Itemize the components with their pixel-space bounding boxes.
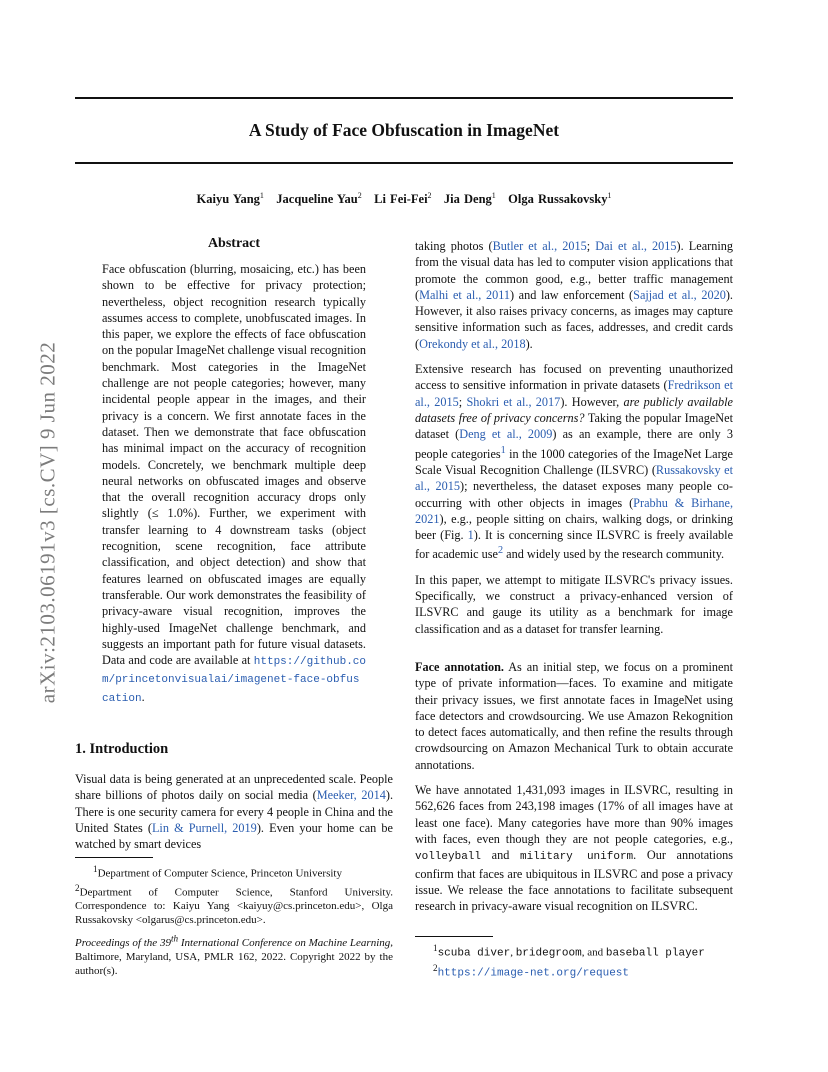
- text: and widely used by the research community.: [503, 547, 725, 562]
- footnote-affiliation-1: Department of Computer Science, Princeton University: [97, 867, 342, 880]
- text: ). Even your home can be watched by smart devices: [75, 820, 393, 852]
- abstract-end: .: [141, 689, 145, 704]
- text: taking photos (: [415, 239, 493, 253]
- footnote-affiliation-2: Department of Computer Science, Stanford University. Correspondence to: Kaiyu Yang <kaiyuy@cs.princeton.edu>, Olga Russakovsky <olgarus@cs.princeton.edu>.: [75, 886, 393, 927]
- text: ).: [525, 336, 533, 351]
- text: ). However,: [560, 394, 624, 409]
- text: ) and law enforcement (: [510, 287, 634, 302]
- abstract-text: Face obfuscation (blurring, mosaicing, etc.) has been shown to be effective for privacy protection; nevertheless, object recognition research typically assumes access to complete, unobfuscated images. In this paper, we explore the effects of face obfuscation on the popular ImageNet challenge visual recognition benchmark. Most categories in the ImageNet challenge are not people categories; however, many incidental people appear in the images, and their privacy is a concern. We first annotate faces in the dataset. Then we demonstrate that face obfuscation has minimal impact on the accuracy of recognition models. Concretely, we benchmark multiple deep neural networks on obfuscated images and observe that the overall recognition accuracy drops only slightly (≤ 1.0%). Further, we experiment with transfer learning to 4 downstream tasks (object recognition, scene recognition, face attribute classification, and object detection) and show that features learned on obfuscated images are equally transferable. Our work demonstrates the feasibility of privacy-aware visual recognition, improves the highly-used ImageNet challenge benchmark, and suggests an important path for future visual datasets. Data and code are available at: [102, 262, 366, 668]
- text: ). However, it also raises privacy concerns, as images may capture sensitive information such as faces, addresses, and credit cards (: [415, 287, 733, 351]
- title-bottom-rule: [75, 162, 733, 164]
- affiliation-mark: 1: [491, 191, 496, 200]
- figure-link[interactable]: 1: [467, 528, 474, 543]
- affiliation-mark: 2: [427, 191, 432, 200]
- arxiv-identifier: arXiv:2103.06191v3 [cs.CV] 9 Jun 2022: [35, 341, 60, 704]
- category-name: bridegroom: [515, 947, 582, 960]
- citation-link[interactable]: Deng et al., 2009: [459, 427, 553, 442]
- paragraph: [415, 238, 733, 352]
- text: . Our annotations confirm that faces are ubiquitous in ILSVRC and pose a privacy issue. We release the face annotations to facilitate subsequent research in privacy-aware visual recognition on ILSVRC.: [415, 848, 734, 914]
- citation-link[interactable]: Russakovsky et al., 2015: [415, 462, 734, 494]
- affiliation-mark: 1: [259, 191, 264, 200]
- text: and: [481, 848, 520, 863]
- citation-link[interactable]: Butler et al., 2015: [492, 239, 587, 253]
- category-name: volleyball: [415, 851, 482, 864]
- footnote-rule: [75, 857, 153, 858]
- text: in the 1000 categories of the ImageNet Large Scale Visual Recognition Challenge (ILSVRC) (: [415, 446, 733, 477]
- text: ) as an example, there are only 3 people categories: [415, 427, 733, 461]
- footnote-rule: [415, 936, 493, 937]
- right-footnotes: $^1$scuba diver, bridegroom, and baseball player $^2$https://image-net.org/request: [433, 943, 705, 980]
- category-name: baseball player: [605, 947, 705, 960]
- citation-link[interactable]: Malhi et al., 2011: [419, 287, 510, 302]
- text: ), e.g., people sitting on chairs, walking dogs, or drinking beer (Fig.: [415, 511, 733, 543]
- author: Olga Russakovsky: [508, 192, 608, 207]
- text: As an initial step, we focus on a prominent type of private information—faces. To examine and mitigate their privacy issues, we first annotate faces in ImageNet using face detectors and crowdsourcing. We use Amazon Rekognition to detect faces automatically, and then refine the results through crowdsourcing on Amazon Mechanical Turk to obtain accurate annotations.: [415, 659, 733, 772]
- code-link[interactable]: https://github.com/princetonvisualai/imagenet-face-obfuscation: [102, 656, 366, 705]
- author: Jacqueline Yau: [276, 192, 358, 207]
- citation-link[interactable]: Prabhu & Birhane, 2021: [415, 495, 734, 526]
- paragraph: [415, 659, 733, 773]
- text: Taking the popular ImageNet dataset (: [415, 410, 733, 442]
- text: Visual data is being generated at an unprecedented scale. People share billions of photos daily on social media (: [75, 772, 393, 803]
- footnote-ref[interactable]: 2: [497, 545, 504, 557]
- text: ). There is one security camera for every 4 people in China and the United States (: [75, 788, 394, 835]
- affiliation-mark: 2: [357, 191, 362, 200]
- paragraph: [415, 572, 733, 637]
- affiliation-mark: 1: [607, 191, 612, 200]
- text: ;: [586, 239, 596, 253]
- text: , and: [581, 946, 606, 959]
- text: ;: [458, 394, 467, 409]
- proceedings-text: , Baltimore, Maryland, USA, PMLR 162, 2022. Copyright 2022 by the author(s).: [75, 936, 393, 977]
- abstract-heading: Abstract: [207, 236, 261, 251]
- author-list: [75, 191, 733, 207]
- author: Kaiyu Yang: [196, 192, 260, 207]
- section-heading-introduction: 1. Introduction: [75, 741, 169, 757]
- category-name: scuba diver: [437, 947, 511, 960]
- abstract-body: [102, 261, 366, 707]
- author: Jia Deng: [443, 192, 492, 207]
- title-top-rule: [75, 97, 733, 99]
- imagenet-request-link[interactable]: https://image-net.org/request: [437, 967, 630, 980]
- citation-link[interactable]: Orekondy et al., 2018: [419, 336, 526, 351]
- proceedings-note: [75, 931, 393, 978]
- category-name: military uniform: [519, 851, 634, 864]
- footnote-ref[interactable]: 1: [500, 444, 506, 456]
- affiliation-footnotes: $^1$Department of Computer Science, Princeton University $^2$Department of Computer Science, Stanford University. Correspondence to: Kaiyu Yang <kaiyuy@cs.princeton.edu>, Olga Russakovsky <olgarus@cs.princeton.edu>.: [75, 864, 393, 927]
- right-column: [415, 238, 733, 923]
- text: ). Learning from the visual data has led to computer vision applications that promote the common good, e.g., better traffic management (: [415, 239, 733, 302]
- citation-link[interactable]: Shokri et al., 2017: [466, 394, 561, 409]
- paper-title: A Study of Face Obfuscation in ImageNet: [248, 120, 560, 140]
- text: ). It is concerning since ILSVRC is freely available for academic use: [415, 528, 734, 562]
- author: Li Fei-Fei: [374, 192, 428, 207]
- text: We have annotated 1,431,093 images in ILSVRC, resulting in 562,626 faces from 243,198 images (17% of all images have at least one face). Many categories have more than 90% images with faces, even though they are not people categories, e.g.,: [415, 783, 733, 846]
- paragraph: [415, 782, 733, 914]
- text: In this paper, we attempt to mitigate ILSVRC's privacy issues. Specifically, we construct a privacy-enhanced version of ILSVRC and gauge its utility as a benchmark for image classification and as a dataset for transfer learning.: [415, 572, 733, 636]
- proceedings-venue: International Conference on Machine Learning: [178, 936, 391, 949]
- citation-link[interactable]: Meeker, 2014: [316, 788, 386, 803]
- introduction-paragraph: [75, 771, 393, 852]
- proceedings-sup: th: [170, 933, 179, 943]
- italic-question: are publicly available datasets free of privacy concerns?: [415, 394, 733, 425]
- citation-link[interactable]: Lin & Purnell, 2019: [151, 820, 257, 835]
- paragraph-heading: Face annotation.: [415, 659, 504, 674]
- text: Extensive research has focused on preventing unauthorized access to sensitive information in private datasets (: [415, 362, 733, 393]
- citation-link[interactable]: Dai et al., 2015: [595, 239, 677, 253]
- proceedings-text: Proceedings of the 39: [75, 936, 171, 949]
- paragraph: [415, 361, 733, 563]
- citation-link[interactable]: Fredrikson et al., 2015: [415, 378, 734, 409]
- citation-link[interactable]: Sajjad et al., 2020: [633, 287, 726, 302]
- text: ); nevertheless, the dataset exposes many people co-occurring with other objects in images (: [415, 479, 734, 510]
